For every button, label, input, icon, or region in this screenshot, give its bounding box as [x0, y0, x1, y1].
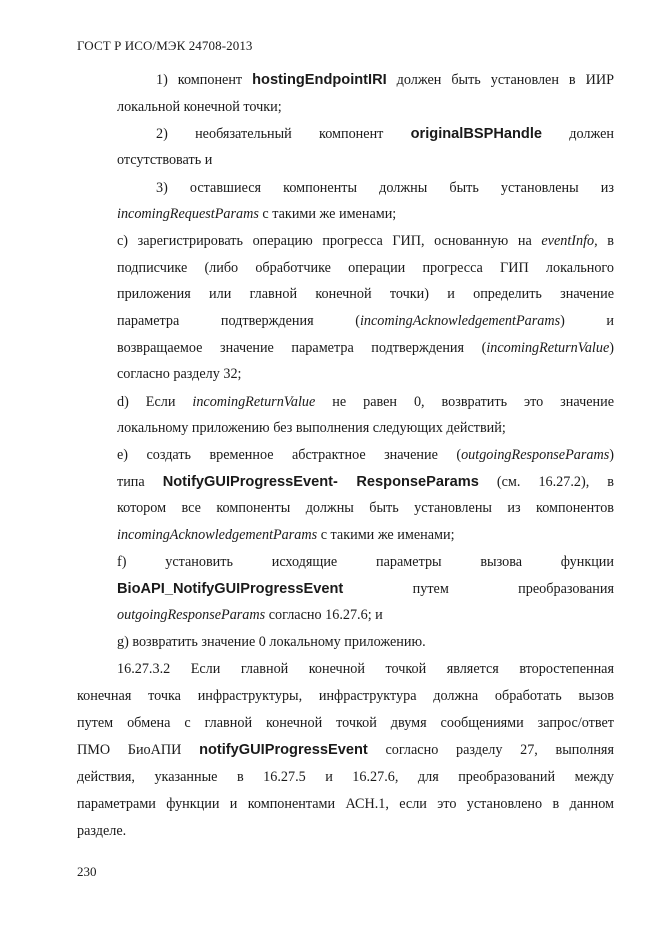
- text-line: 3) оставшиеся компоненты должны быть установлены из: [156, 180, 614, 196]
- text-line: 2) необязательный компонент originalBSPHandle должен: [156, 126, 614, 142]
- text-line: конечная точка инфраструктуры, инфраструктура должна обработать вызов: [77, 688, 614, 704]
- text-line: подписчике (либо обработчике операции прогресса ГИП локального: [117, 260, 614, 276]
- page-number: 230: [77, 864, 97, 879]
- text-line: котором все компоненты должны быть установлены из компонентов: [117, 500, 614, 516]
- text-line: отсутствовать и: [117, 152, 213, 168]
- text-line: действия, указанные в 16.27.5 и 16.27.6, для преобразований между: [77, 769, 614, 785]
- document-header: ГОСТ Р ИСО/МЭК 24708-2013: [77, 38, 253, 53]
- text-line: BioAPI_NotifyGUIProgressEvent путем преобразования: [117, 581, 614, 597]
- text-line: параметрами функции и компонентами АСН.1, если это установлено в данном: [77, 796, 614, 812]
- text-line: c) зарегистрировать операцию прогресса ГИП, основанную на eventInfo, в: [117, 233, 614, 249]
- text-line: incomingRequestParams с такими же именами;: [117, 206, 397, 222]
- text-line: ПМО БиоАПИ notifyGUIProgressEvent согласно разделу 27, выполняя: [77, 742, 614, 758]
- text-line: типа NotifyGUIProgressEvent- ResponseParams (см. 16.27.2), в: [117, 474, 614, 490]
- text-line: приложения или главной конечной точки) и определить значение: [117, 286, 614, 302]
- text-line: d) Если incomingReturnValue не равен 0, возвратить это значение: [117, 394, 614, 410]
- text-line: g) возвратить значение 0 локальному приложению.: [117, 634, 426, 650]
- text-line: e) создать временное абстрактное значение (outgoingResponseParams): [117, 447, 614, 463]
- text-line: 16.27.3.2 Если главной конечной точкой является второстепенная: [117, 661, 614, 677]
- text-line: локальной конечной точки;: [117, 99, 282, 115]
- text-line: разделе.: [77, 823, 127, 839]
- text-line: параметра подтверждения (incomingAcknowledgementParams) и: [117, 313, 614, 329]
- text-line: путем обмена с главной конечной точкой двумя сообщениями запрос/ответ: [77, 715, 614, 731]
- text-line: f) установить исходящие параметры вызова функции: [117, 554, 614, 570]
- text-line: локальному приложению без выполнения следующих действий;: [117, 420, 506, 436]
- text-line: возвращаемое значение параметра подтверждения (incomingReturnValue): [117, 340, 614, 356]
- text-line: outgoingResponseParams согласно 16.27.6; и: [117, 607, 383, 623]
- text-line: 1) компонент hostingEndpointIRI должен быть установлен в ИИР: [156, 72, 614, 88]
- text-line: согласно разделу 32;: [117, 366, 242, 382]
- text-line: incomingAcknowledgementParams с такими же именами;: [117, 527, 455, 543]
